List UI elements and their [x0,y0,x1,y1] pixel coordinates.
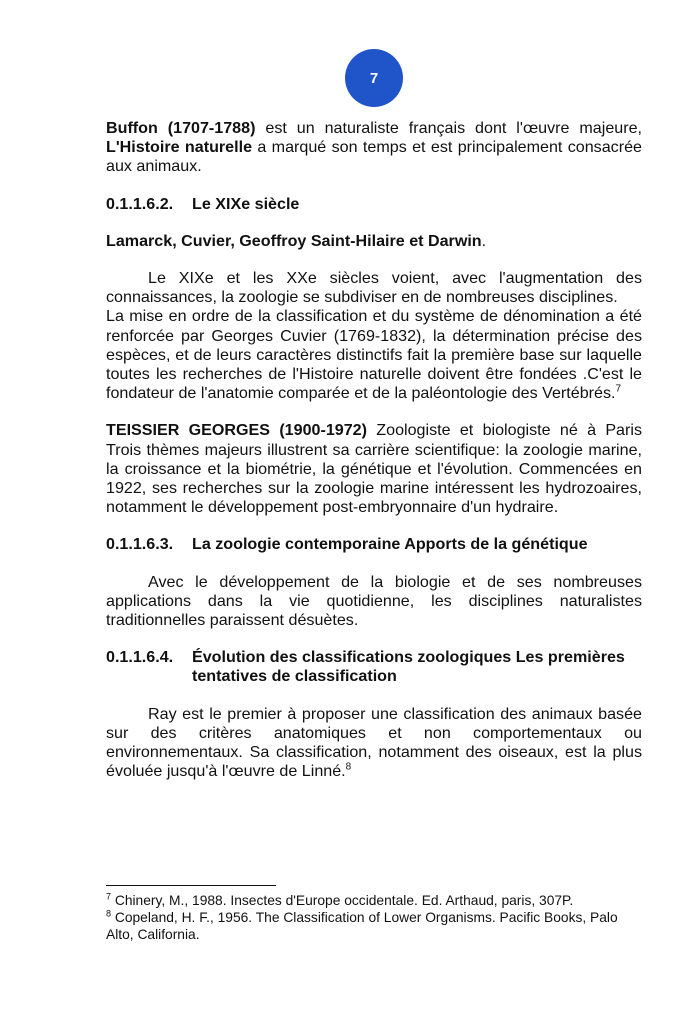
heading-number: 0.1.1.6.4. [106,648,174,667]
main-content [106,119,642,781]
paragraph-teissier [106,421,642,517]
paragraph-ray [106,705,642,782]
paragraph-buffon [106,119,642,177]
heading-evolution-classifications [106,648,642,686]
teissier-name: TEISSIER GEORGES (1900-1972) [106,421,367,440]
names-line [106,232,642,251]
footnote-number: 8 [106,908,112,919]
heading-title: Évolution des classifications zoologiques Les premières tentatives de classification [192,648,625,686]
heading-xixe-siecle [106,195,642,214]
buffon-text-1: est un naturaliste français dont l'œuvre majeure, [255,119,642,137]
heading-title: Le XIXe siècle [192,194,300,213]
heading-number: 0.1.1.6.2. [106,194,174,213]
footnote-number: 7 [106,891,112,902]
footnote-divider [106,885,276,886]
footnote-7 [106,892,642,909]
teissier-text: Zoologiste et biologiste né à Paris Trois thèmes majeurs illustrent sa carrière scientifique: la zoologie marine, la croissance et la biométrie, la génétique et l'évolution. Commencées en 1922, ses recherches sur la zoologie marine intéressent les hydrozoaires, notamment le développement post-embryonnaire d'un hydraire. [106,421,642,517]
paragraph-contemporaine: Avec le développement de la biologie et de ses nombreuses applications dans la vie quotidienne, les disciplines naturalistes traditionnelles paraissent désuètes. [106,572,642,630]
footnotes [106,885,642,943]
heading-title: La zoologie contemporaine Apports de la génétique [192,535,588,554]
paragraph-disciplines [106,269,642,307]
scientist-names: Lamarck, Cuvier, Geoffroy Saint-Hilaire et Darwin [106,231,482,250]
buffon-name: Buffon (1707-1788) [106,119,256,137]
heading-zoologie-contemporaine [106,535,642,554]
footnote-ref-8: 8 [345,761,352,773]
buffon-text-2: a marqué son temps et est principalement consacrée aux animaux. [106,138,642,176]
page-number-badge [345,49,403,107]
footnote-text: Chinery, M., 1988. Insectes d'Europe occidentale. Ed. Arthaud, paris, 307P. [111,893,574,908]
ray-text: Ray est le premier à proposer une classification des animaux basée sur des critères anatomiques et non comportementaux ou environnementaux. Sa classification, notamment des oiseaux, est la plus évoluée jusqu'à l'œuvre de Linné. [106,704,642,781]
page-number: 7 [369,69,379,87]
cuvier-text-1: Le XIXe et les XXe siècles voient, avec l'augmentation des connaissances, la zoologie se subdiviser en de nombreuses disciplines. [106,269,642,307]
footnote-8 [106,909,642,943]
paragraph-cuvier [106,307,642,403]
heading-number: 0.1.1.6.3. [106,535,174,554]
cuvier-text-2: La mise en ordre de la classification et du système de dénomination a été renforcée par Georges Cuvier (1769-1832), la détermination précise des espèces, et de leurs caractères distinctifs fait la première base sur laquelle toutes les recherches de l'Histoire naturelle doivent être fondées .C'est le fondateur de l'anatomie comparée et de la paléontologie des Vertébrés. [106,307,642,403]
footnote-ref-7: 7 [615,383,622,395]
buffon-work: L'Histoire naturelle [106,138,253,157]
footnote-text: Copeland, H. F., 1956. The Classification of Lower Organisms. Pacific Books, Palo Alto, California. [106,910,618,942]
names-tail: . [481,231,487,250]
